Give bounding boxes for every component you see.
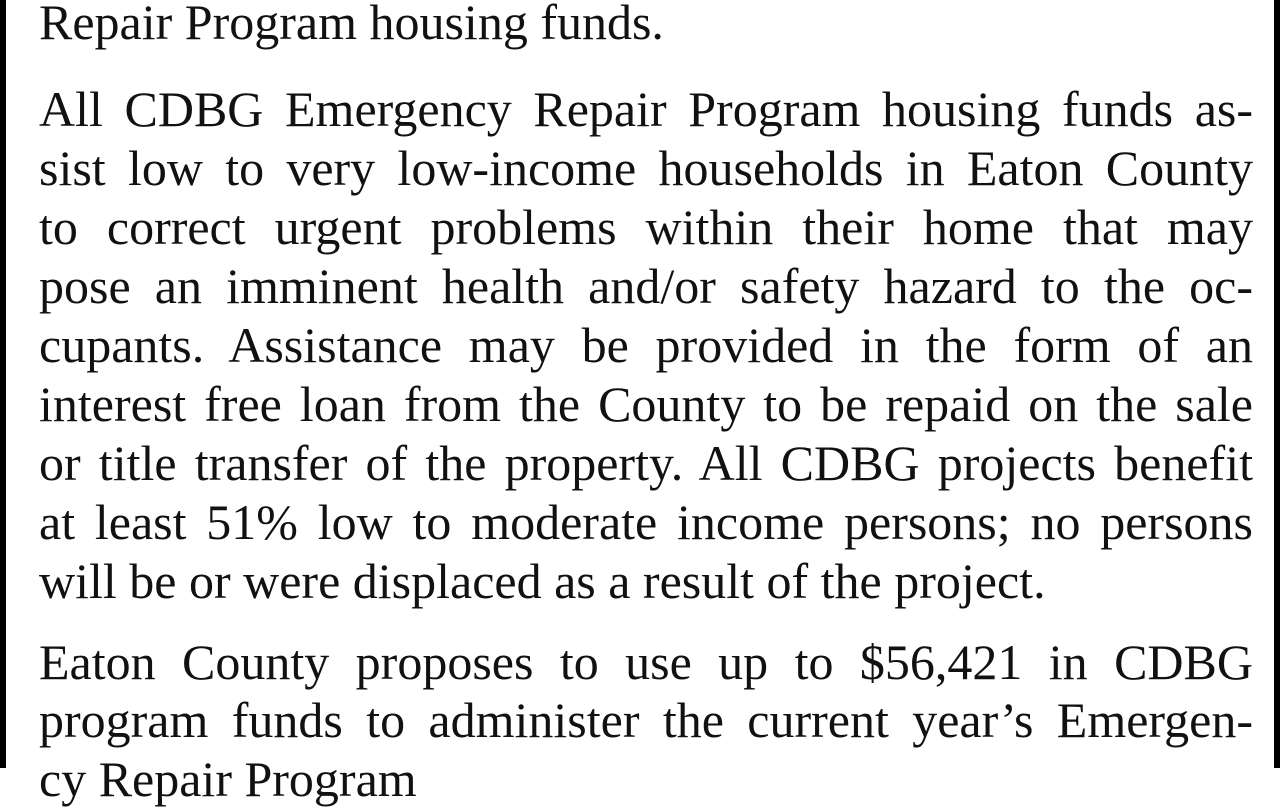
paragraph-2-line-1: All CDBG Emergency Repair Program housing funds as-: [39, 81, 1253, 137]
paragraph-3-line-3: cy Repair Program: [39, 751, 417, 807]
paragraph-2-line-7: or title transfer of the property. All CDBG projects benefit: [39, 435, 1253, 491]
paragraph-2-line-2: sist low to very low-income households in Eaton County: [39, 140, 1253, 196]
paragraph-2-line-4: pose an imminent health and/or safety hazard to the oc-: [39, 258, 1253, 314]
paragraph-3-line-1: Eaton County proposes to use up to $56,421 in CDBG: [39, 634, 1253, 690]
paragraph-3-line-2: program funds to administer the current year’s Emergen-: [39, 692, 1253, 748]
paragraph-2-line-5: cupants. Assistance may be provided in the form of an: [39, 317, 1253, 373]
paragraph-2-line-8: at least 51% low to moderate income persons; no persons: [39, 494, 1253, 550]
paragraph-1-line-1: Repair Program housing funds.: [39, 0, 664, 50]
paragraph-2-line-3: to correct urgent problems within their home that may: [39, 199, 1253, 255]
paragraph-2-line-6: interest free loan from the County to be repaid on the sale: [39, 376, 1253, 432]
paragraph-2-line-9: will be or were displaced as a result of the project.: [39, 553, 1046, 609]
